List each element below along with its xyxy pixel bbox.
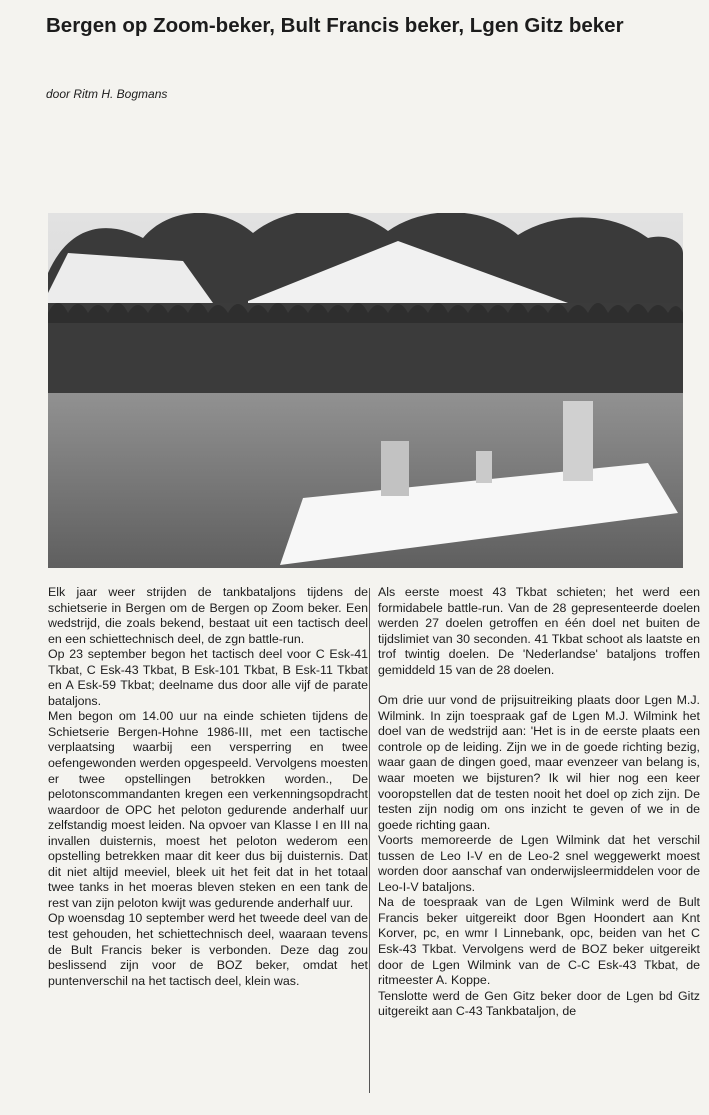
paragraph: Voorts memoreerde de Lgen Wilmink dat het verschil tussen de Leo I-V en de Leo-2 snel weggewerkt moest worden door aanschaf van onderwijsleermiddelen voor de Leo-I-V bataljons. — [378, 833, 700, 894]
article-left-column — [48, 585, 368, 989]
paragraph: Men begon om 14.00 uur na einde schieten tijdens de Schietserie Bergen-Hohne 1986-III, met een tactische verplaatsing waarbij een versperring en twee oefengewonden werden opgespeeld. Vervolgens moesten er twee opstellingen betrokken worden., De pelotonscommandanten kregen een verkenningsopdracht waardoor de OPC het peloton gedurende anderhalf uur zelfstandig moest leiden. Na opvoer van Klasse I en III na invallen duisternis, moest het peloton wederom een opstelling betrekken maar dit keer dus bij duisternis. Dat dit niet altijd meeviel, bleek uit het feit dat in het totaal twee tanks in het moeras bleven steken en een tank de rest van zijn peloton kwijt was gedurende anderhalf uur. — [48, 709, 368, 910]
article-photo — [48, 213, 683, 568]
photo-trophy-large — [563, 401, 593, 481]
paragraph: Als eerste moest 43 Tkbat schieten; het werd een formidabele battle-run. Van de 28 gepresenteerde doelen werden 27 doelen getroffen en één doel net buiten de tijdslimiet van 30 seconden. 41 Tkbat schoot als laatste en trof twintig doelen. De 'Nederlandse' bataljons troffen gemiddeld 15 van de 28 doelen. — [378, 585, 700, 677]
paragraph: Om drie uur vond de prijsuitreiking plaats door Lgen M.J. Wilmink. In zijn toespraak gaf de Lgen M.J. Wilmink het doel van de wedstrijd aan: 'Het is in de eerste plaats een controle op de leiding. Zijn we in de goede richting bezig, waar gaan de dingen goed, maar evenzeer van belang is, waar moeten we bijsturen? Ik wil hier nog een keer vooropstellen dat de testen nooit het doel op zich zijn. De testen zijn nodig om ons inzicht te geven of we in de goede richting gaan. — [378, 693, 700, 832]
paragraph: Op 23 september begon het tactisch deel voor C Esk-41 Tkbat, C Esk-43 Tkbat, B Esk-101 Tkbat, B Esk-11 Tkbat en A Esk-59 Tkbat; deelname dus door alle vijf de parate bataljons. — [48, 647, 368, 708]
paragraph: Op woensdag 10 september werd het tweede deel van de test gehouden, het schiettechnisch deel, waaraan tevens de Bult Francis beker is verbonden. Deze dag zou beslissend zijn voor de BOZ beker, omdat het puntenverschil na het tactisch deel, klein was. — [48, 911, 368, 988]
article-byline: door Ritm H. Bogmans — [46, 87, 168, 101]
article-title: Bergen op Zoom-beker, Bult Francis beker, Lgen Gitz beker — [46, 14, 624, 37]
photo-trophy-small — [476, 451, 492, 483]
paragraph: Tenslotte werd de Gen Gitz beker door de Lgen bd Gitz uitgereikt aan C-43 Tankbataljon, de — [378, 988, 700, 1019]
paragraph: Elk jaar weer strijden de tankbataljons tijdens de schietserie in Bergen om de Bergen op Zoom beker. Een wedstrijd, die zoals bekend, bestaat uit een tactisch deel en een schiettechnisch deel, de zgn battle-run. — [48, 585, 368, 646]
column-divider — [369, 588, 370, 1093]
photo-trophy-mid — [381, 441, 409, 496]
paragraph: Na de toespraak van de Lgen Wilmink werd de Bult Francis beker uitgereikt door Bgen Hoondert aan Knt Korver, pc, en wmr I Linnebank, opc, beiden van het C Esk-43 Tkbat. Vervolgens werd de BOZ beker uitgereikt door de Lgen Wilmink van de C-C Esk-43 Tkbat, de ritmeester A. Koppe. — [378, 895, 700, 988]
article-right-column — [378, 585, 700, 1020]
